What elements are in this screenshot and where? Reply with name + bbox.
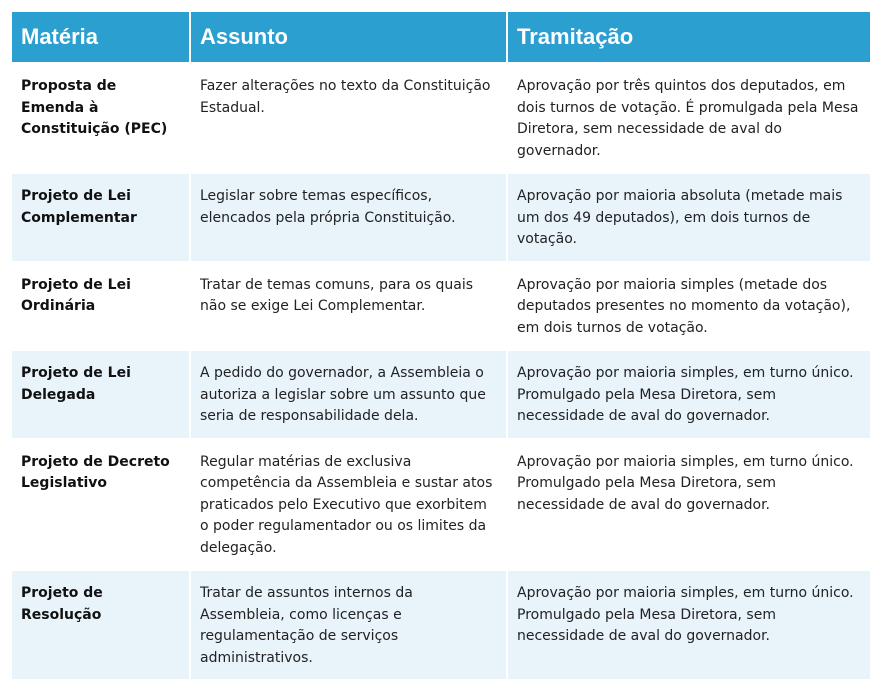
cell-materia: Projeto de Resolução: [12, 570, 190, 679]
table-row: [12, 173, 870, 262]
table-row: [12, 570, 870, 679]
cell-materia: Projeto de Decreto Legislativo: [12, 439, 190, 571]
materias-table: [12, 12, 870, 679]
cell-tramitacao: Aprovação por maioria absoluta (metade mais um dos 49 deputados), em dois turnos de votação.: [507, 173, 870, 262]
cell-materia: Projeto de Lei Delegada: [12, 350, 190, 439]
cell-materia: Projeto de Lei Ordinária: [12, 262, 190, 351]
cell-tramitacao: Aprovação por maioria simples (metade dos deputados presentes no momento da votação), em dois turnos de votação.: [507, 262, 870, 351]
header-row: [12, 12, 870, 63]
header-tramitacao: Tramitação: [507, 12, 870, 63]
cell-assunto: Tratar de temas comuns, para os quais não se exige Lei Complementar.: [190, 262, 507, 351]
cell-materia: Projeto de Lei Complementar: [12, 173, 190, 262]
cell-materia: Proposta de Emenda à Constituição (PEC): [12, 63, 190, 173]
header-assunto: Assunto: [190, 12, 507, 63]
cell-tramitacao: Aprovação por maioria simples, em turno único. Promulgado pela Mesa Diretora, sem necessidade de aval do governador.: [507, 350, 870, 439]
table-row: [12, 350, 870, 439]
cell-tramitacao: Aprovação por maioria simples, em turno único. Promulgado pela Mesa Diretora, sem necessidade de aval do governador.: [507, 570, 870, 679]
table-row: [12, 439, 870, 571]
cell-assunto: Legislar sobre temas específicos, elencados pela própria Constituição.: [190, 173, 507, 262]
cell-tramitacao: Aprovação por maioria simples, em turno único. Promulgado pela Mesa Diretora, sem necessidade de aval do governador.: [507, 439, 870, 571]
table-row: [12, 262, 870, 351]
table-body: [12, 63, 870, 679]
cell-assunto: Tratar de assuntos internos da Assembleia, como licenças e regulamentação de serviços administrativos.: [190, 570, 507, 679]
table-header: [12, 12, 870, 63]
cell-assunto: Regular matérias de exclusiva competência da Assembleia e sustar atos praticados pelo Executivo que exorbitem o poder regulamentador ou os limites da delegação.: [190, 439, 507, 571]
cell-tramitacao: Aprovação por três quintos dos deputados, em dois turnos de votação. É promulgada pela Mesa Diretora, sem necessidade de aval do governador.: [507, 63, 870, 173]
table-row: [12, 63, 870, 173]
cell-assunto: Fazer alterações no texto da Constituição Estadual.: [190, 63, 507, 173]
header-materia: Matéria: [12, 12, 190, 63]
cell-assunto: A pedido do governador, a Assembleia o autoriza a legislar sobre um assunto que seria de responsabilidade dela.: [190, 350, 507, 439]
